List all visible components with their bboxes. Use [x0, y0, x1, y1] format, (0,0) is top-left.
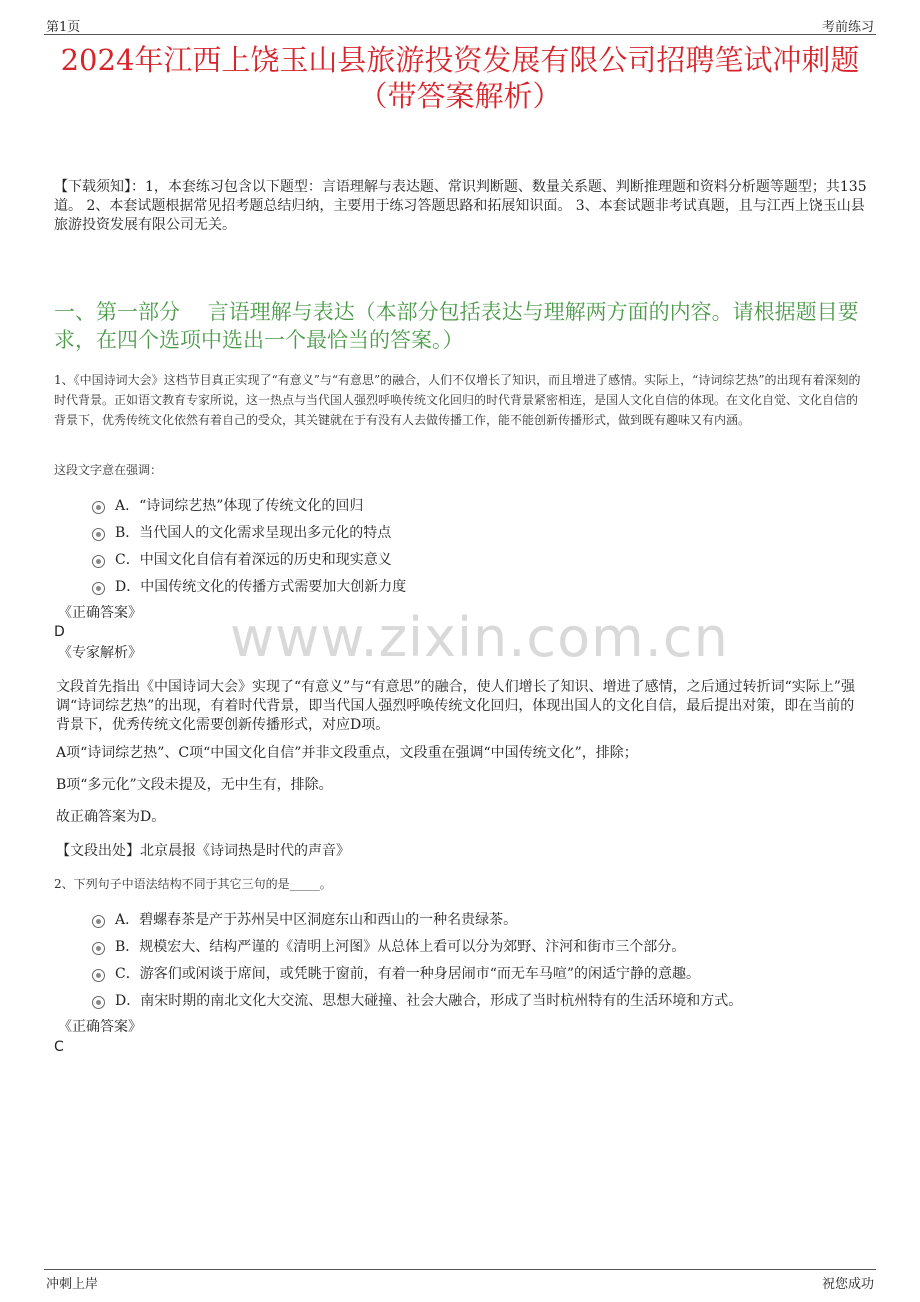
- download-notice: 【下载须知】：1，本套练习包含以下题型：言语理解与表达题、常识判断题、数量关系题、判断推理题和资料分析题等题型；共135道。 2、本套试题根据常见招考题总结归纳，主要用于练习答题思路和拓展知识面。 3、本套试题非考试真题，且与江西上饶玉山县旅游投资发展有限公司无关。: [54, 179, 867, 233]
- answer-label: 《正确答案》: [58, 605, 142, 621]
- option-label: B．规模宏大、结构严谨的《清明上河图》从总体上看可以分为郊野、汴河和街市三个部分。: [115, 938, 686, 955]
- analysis-paragraph-2: A项“诗词综艺热”、C项“中国文化自信”并非文段重点，文段重在强调“中国传统文化”，排除；: [56, 745, 638, 761]
- analysis-label: 《专家解析》: [58, 645, 142, 661]
- footer-left: 冲刺上岸: [46, 1277, 99, 1292]
- header-tag: 考前练习: [821, 20, 874, 35]
- option-label: A．碧螺春茶是产于苏州吴中区洞庭东山和西山的一种名贵绿茶。: [115, 911, 518, 928]
- option-label: B．当代国人的文化需求呈现出多元化的特点: [115, 524, 392, 541]
- radio-icon[interactable]: [92, 996, 105, 1009]
- watermark: www.zixin.com.cn: [230, 606, 729, 669]
- option-b[interactable]: [92, 932, 742, 959]
- section-heading: 一、第一部分 言语理解与表达（本部分包括表达与理解两方面的内容。请根据题目要求，在四个选项中选出一个最恰当的答案。）: [54, 300, 859, 352]
- option-c[interactable]: [92, 959, 742, 986]
- page-number: 第1页: [46, 20, 81, 35]
- source-note: 【文段出处】北京晨报《诗词热是时代的声音》: [56, 843, 350, 859]
- document-title: [40, 42, 880, 114]
- radio-icon[interactable]: [92, 969, 105, 982]
- question-2-text: 2、下列句子中语法结构不同于其它三句的是_____。: [54, 877, 332, 891]
- radio-icon[interactable]: [92, 501, 105, 514]
- page-header: [44, 14, 876, 35]
- analysis-paragraph-4: 故正确答案为D。: [56, 809, 166, 825]
- radio-icon[interactable]: [92, 528, 105, 541]
- option-label: D．中国传统文化的传播方式需要加大创新力度: [115, 578, 407, 595]
- radio-icon[interactable]: [92, 582, 105, 595]
- question-1-prompt: 这段文字意在强调：: [54, 463, 163, 477]
- option-a[interactable]: [92, 491, 406, 518]
- option-label: C．游客们或闲谈于席间，或凭眺于窗前，有着一种身居闹市“而无车马喧”的闲适宁静的意趣。: [115, 965, 701, 982]
- radio-icon[interactable]: [92, 942, 105, 955]
- answer-value: D: [54, 624, 65, 640]
- option-d[interactable]: [92, 572, 406, 599]
- option-b[interactable]: [92, 518, 406, 545]
- option-a[interactable]: [92, 905, 742, 932]
- question-1-text: 1、《中国诗词大会》这档节目真正实现了“有意义”与“有意思”的融合，人们不仅增长了知识，而且增进了感情。实际上，“诗词综艺热”的出现有着深刻的时代背景。正如语文教育专家所说，这一热点与当代国人强烈呼唤传统文化回归的时代背景紧密相连，是国人文化自信的体现。在文化自觉、文化自信的背景下，优秀传统文化依然有着自己的受众，其关键就在于有没有人去做传播工作，能不能创新传播形式，做到既有趣味又有内涵。: [54, 373, 861, 427]
- question-2-options: [92, 905, 742, 1013]
- page-footer: [44, 1269, 876, 1294]
- answer-value: C: [54, 1039, 64, 1055]
- question-1-options: [92, 491, 406, 599]
- radio-icon[interactable]: [92, 555, 105, 568]
- option-label: D．南宋时期的南北文化大交流、思想大碰撞、社会大融合，形成了当时杭州特有的生活环境和方式。: [115, 992, 743, 1009]
- title-line-1: 2024年江西上饶玉山县旅游投资发展有限公司招聘笔试冲刺题: [60, 43, 860, 77]
- option-d[interactable]: [92, 986, 742, 1013]
- title-line-2: （带答案解析）: [358, 79, 562, 113]
- footer-right: 祝您成功: [821, 1277, 874, 1292]
- radio-icon[interactable]: [92, 915, 105, 928]
- option-label: C．中国文化自信有着深远的历史和现实意义: [115, 551, 392, 568]
- option-c[interactable]: [92, 545, 406, 572]
- answer-label: 《正确答案》: [58, 1019, 142, 1035]
- option-label: A．“诗词综艺热”体现了传统文化的回归: [115, 497, 364, 514]
- analysis-paragraph-1: 文段首先指出《中国诗词大会》实现了“有意义”与“有意思”的融合，使人们增长了知识、增进了感情，之后通过转折词“实际上”强调“诗词综艺热”的出现，有着时代背景，即当代国人强烈呼唤传统文化回归，体现出国人的文化自信，最后提出对策，即在当前的背景下，优秀传统文化需要创新传播形式，对应D项。: [56, 679, 855, 733]
- analysis-paragraph-3: B项“多元化”文段未提及，无中生有，排除。: [56, 777, 333, 793]
